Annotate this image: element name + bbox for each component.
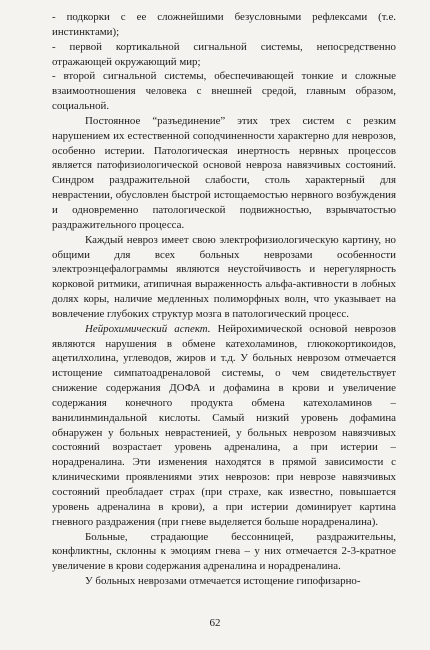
paragraph-disconnection: Постоянное “разъединение” этих трех систем с резким нарушением их естественной соподчиненности характерно для неврозов, особенно истерии. Патологическая инертность нервных процессов является патофизиологической основой невроза навязчивых состояний. Синдром раздражительной слабости, столь характерный для неврастении, обусловлен быстрой истощаемостью нервного возбуждения и одновременно патологической подвижностью, взрывчатостью раздражительного процесса. — [52, 114, 396, 231]
list-item-subcortex: - подкорки с ее сложнейшими безусловными рефлексами (т.е. инстинктами); — [52, 11, 396, 38]
section-heading-neurochemical: Нейрохимический аспект. — [85, 322, 211, 335]
paragraph-pituitary: У больных неврозами отмечается истощение гипофизарно- — [85, 575, 361, 588]
page-number: 62 — [209, 617, 221, 629]
paragraph-neurochemical — [52, 322, 396, 530]
list-item-second-signal-system: - второй сигнальной системы, обеспечивающей тонкие и сложные взаимоотношения человека с внешней средой, главным образом, социальной. — [52, 70, 396, 113]
list-item-first-signal-system: - первой кортикальной сигнальной системы, непосредственно отражающей окружающий мир; — [52, 40, 396, 68]
paragraph-insomnia: Больные, страдающие бессонницей, раздражительны, конфликтны, склонны к эмоциям гнева – у них отмечается 2-3-кратное увеличение в крови содержания адреналина и норадреналина. — [52, 530, 396, 573]
paragraph-neurochemical-body: Нейрохимической основой неврозов являются нарушения в обмене катехоламинов, глюкокортикоидов, ацетилхолина, углеводов, жиров и т.д. У больных неврозом отмечается истощение симпатоадреналовой системы, о чем свидетельствует снижение содержания ДОФА и дофамина в крови и увеличение содержания конечного продукта обмена катехоламинов – ванилинминдальной кислоты. Самый низкий уровень дофамина обнаружен у больных неврастенией, у больных неврозом навязчивых состояний возрастает уровень адреналина, а при истерии – норадреналина. Эти изменения находятся в прямой зависимости с клиническими проявлениями этих неврозов: при неврозе навязчивых состояний преобладает страх (при страхе, как известно, повышается уровень адреналина в крови), а при истерии доминирует картина гневного раздражения (при гневе выделяется больше норадреналина). — [52, 322, 397, 528]
paragraph-eeg: Каждый невроз имеет свою электрофизиологическую картину, но общими для всех больных неврозами особенности электроэнцефалограммы являются неустойчивость и нерегулярность корковой ритмики, атипичная выраженность альфа-активности в лобных долях коры, наличие медленных полиморфных волн, что указывает на вовлечение глубоких структур мозга в патологический процесс. — [52, 233, 396, 320]
